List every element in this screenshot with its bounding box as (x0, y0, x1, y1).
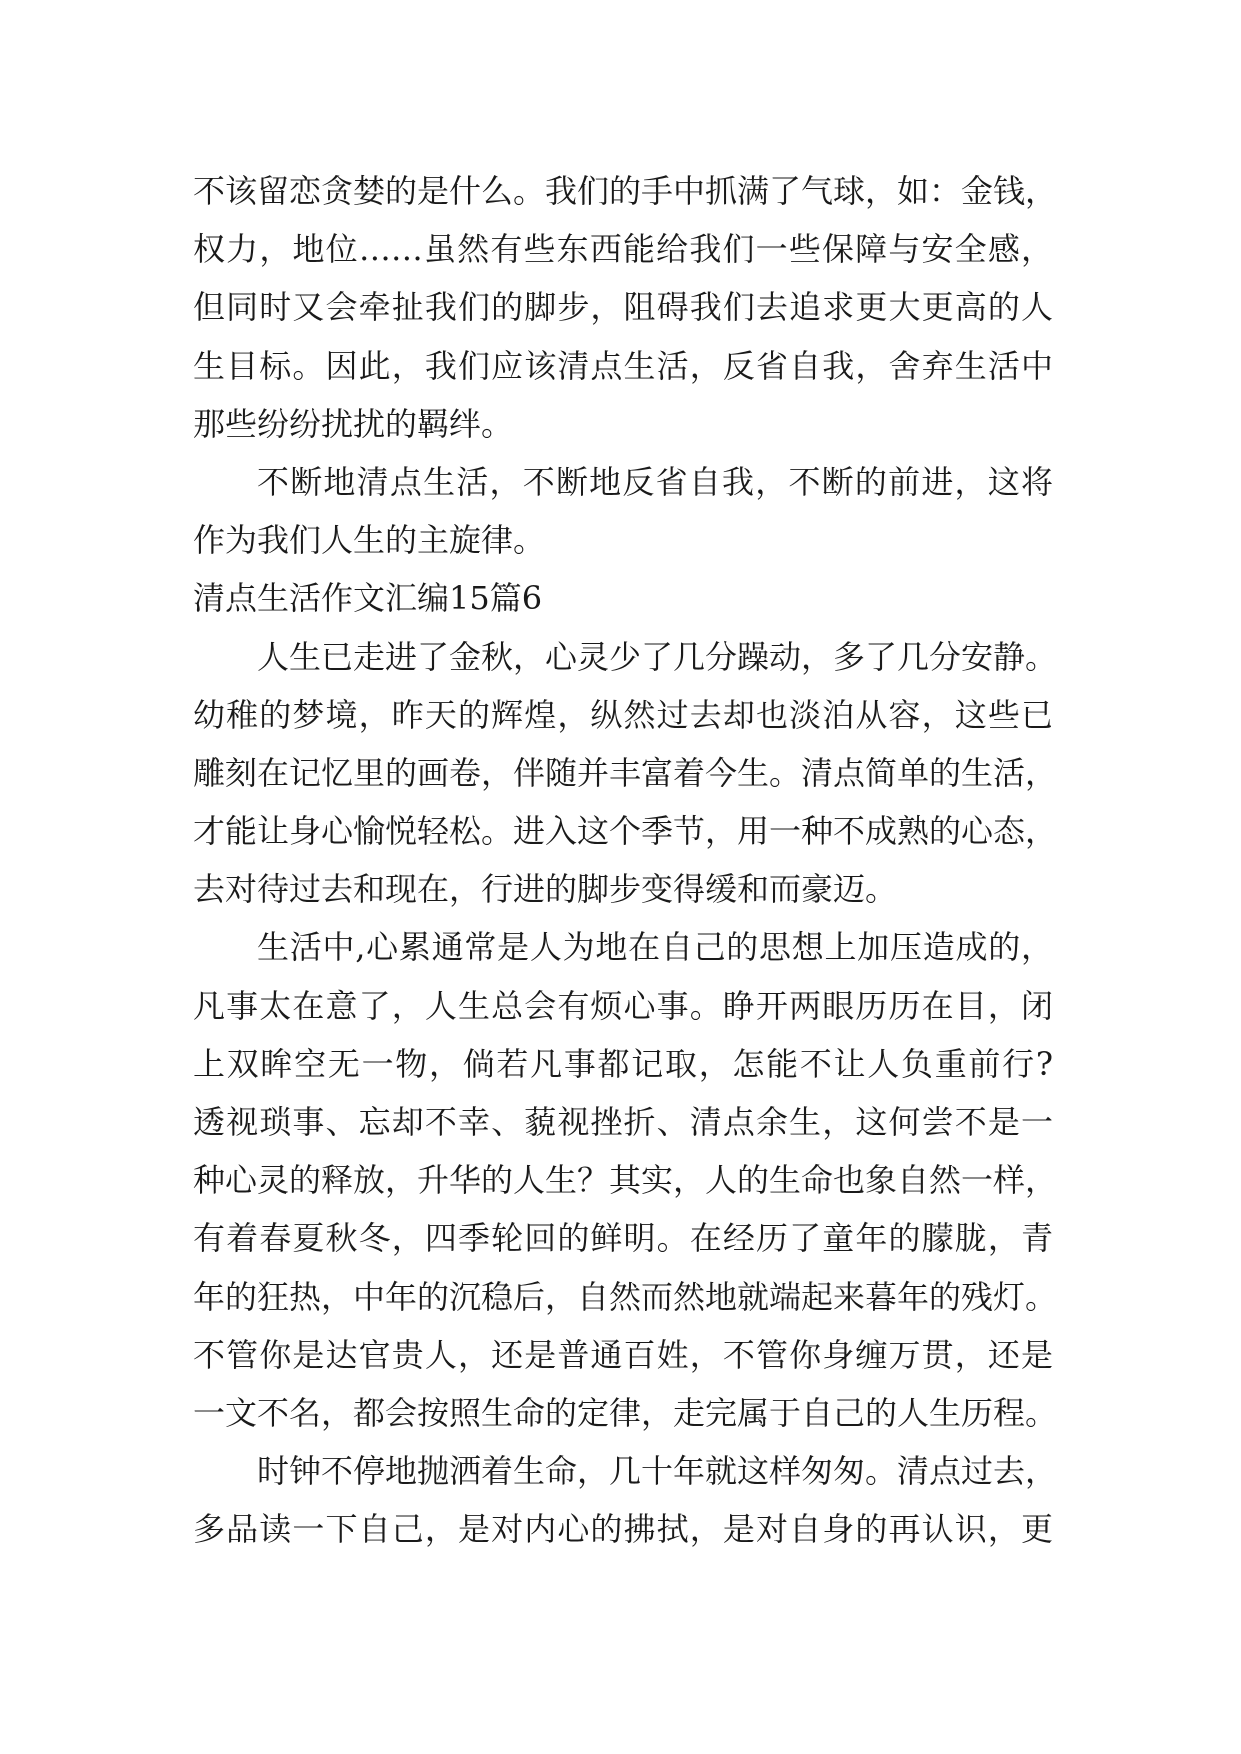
text-line: 上双眸空无一物，倘若凡事都记取，怎能不让人负重前行? (193, 1044, 1053, 1083)
text-line: 多品读一下自己，是对内心的拂拭，是对自身的再认识，更 (193, 1510, 1053, 1549)
document-body (193, 162, 1058, 1559)
text-line: 生目标。因此，我们应该清点生活，反省自我，舍弃生活中 (193, 346, 1053, 385)
text-line: 不管你是达官贵人，还是普通百姓，不管你身缠万贯，还是 (193, 1335, 1053, 1374)
text-line: 去对待过去和现在，行进的脚步变得缓和而豪迈。 (193, 870, 898, 909)
text-line: 凡事太在意了，人生总会有烦心事。睁开两眼历历在目，闭 (193, 986, 1053, 1025)
text-line: 生活中,心累通常是人为地在自己的思想上加压造成的， (257, 928, 1053, 967)
text-line: 那些纷纷扰扰的羁绊。 (193, 404, 514, 443)
text-line: 一文不名，都会按照生命的定律，走完属于自己的人生历程。 (193, 1393, 1058, 1432)
text-line: 雕刻在记忆里的画卷，伴随并丰富着今生。清点简单的生活， (193, 753, 1058, 792)
text-line: 年的狂热，中年的沉稳后，自然而然地就端起来暮年的残灯。 (193, 1277, 1058, 1316)
text-line: 有着春夏秋冬，四季轮回的鲜明。在经历了童年的朦胧，青 (193, 1219, 1053, 1258)
text-line: 人生已走进了金秋，心灵少了几分躁动，多了几分安静。 (257, 637, 1058, 676)
text-line: 种心灵的释放，升华的人生？其实，人的生命也象自然一样， (193, 1161, 1058, 1200)
text-line: 透视琐事、忘却不幸、藐视挫折、清点余生，这何尝不是一 (193, 1103, 1053, 1141)
text-line: 时钟不停地抛洒着生命，几十年就这样匆匆。清点过去， (257, 1452, 1058, 1491)
text-line: 不该留恋贪婪的是什么。我们的手中抓满了气球，如：金钱， (193, 172, 1058, 210)
text-line: 幼稚的梦境，昨天的辉煌，纵然过去却也淡泊从容，这些已 (193, 695, 1053, 734)
text-line: 才能让身心愉悦轻松。进入这个季节，用一种不成熟的心态， (193, 812, 1058, 851)
text-line: 不断地清点生活，不断地反省自我，不断的前进，这将 (257, 462, 1053, 501)
text-line: 权力，地位……虽然有些东西能给我们一些保障与安全感， (193, 230, 1053, 269)
text-line: 作为我们人生的主旋律。 (193, 521, 546, 560)
section-heading: 清点生活作文汇编15篇6 (193, 579, 543, 618)
text-line: 但同时又会牵扯我们的脚步，阻碍我们去追求更大更高的人 (193, 288, 1053, 327)
